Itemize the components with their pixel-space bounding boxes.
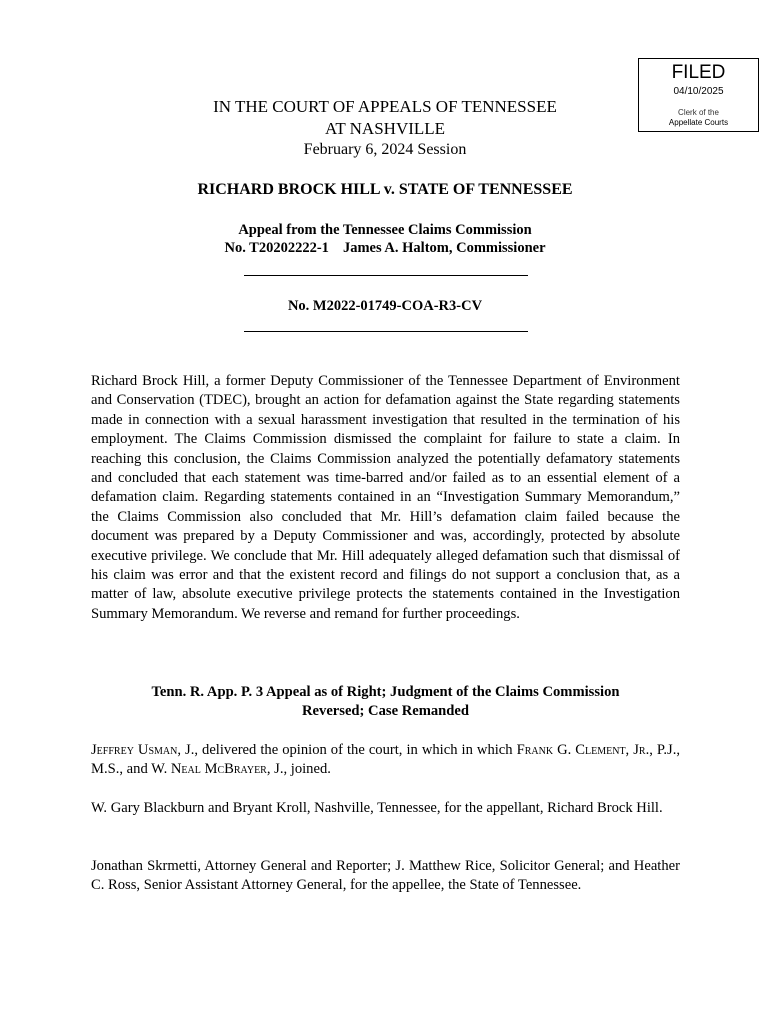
divider (244, 275, 528, 276)
filed-label: FILED (671, 62, 726, 83)
appellant-counsel: W. Gary Blackburn and Bryant Kroll, Nashville, Tennessee, for the appellant, Richard Brock Hill. (91, 800, 663, 816)
judge-name: Neal McBrayer (170, 761, 267, 778)
appellee-counsel: Jonathan Skrmetti, Attorney General and Reporter; J. Matthew Rice, Solicitor General; and Heather C. Ross, Senior Assistant Attorney General, for the appellee, the State of Tennessee. (91, 858, 680, 894)
clerk-courts-line: Appellate Courts (668, 118, 729, 127)
judge-name: Frank G. Clement, Jr. (516, 742, 650, 758)
clerk-line: Clerk of the (678, 108, 719, 117)
opinion-text: , J., delivered the opinion of the court, in which in which (177, 742, 517, 758)
holding-line: Reversed; Case Remanded (302, 703, 469, 720)
filed-date: 04/10/2025 (673, 86, 724, 97)
author-name: Jeffrey Usman (91, 742, 178, 758)
opinion-authorship (91, 741, 680, 780)
court-name: IN THE COURT OF APPEALS OF TENNESSEE (213, 97, 557, 116)
opinion-text: , J., joined. (266, 761, 331, 778)
trial-court-line (0, 239, 770, 257)
holding (91, 683, 680, 722)
commissioner: James A. Haltom, Commissioner (342, 240, 546, 256)
opinion-text: , P.J., M.S., and W. (91, 742, 681, 778)
holding-line: Tenn. R. App. P. 3 Appeal as of Right; Judgment of the Claims Commission (151, 684, 620, 700)
divider (244, 331, 528, 332)
court-location: AT NASHVILLE (324, 119, 446, 138)
case-summary: Richard Brock Hill, a former Deputy Commissioner of the Tennessee Department of Environment and Conservation (TDEC), brought an action for defamation against the State regarding statements made in connection with a sexual harassment investigation that resulted in the termination of his employment. The Claims Commission dismissed the complaint for failure to state a claim. In reaching this conclusion, the Claims Commission analyzed the potentially defamatory statements and concluded that each statement was time-barred and/or failed as to an essential element of a defamation claim. Regarding statements contained in an “Investigation Summary Memorandum,” the Claims Commission also concluded that Mr. Hill’s defamation claim failed because the document was prepared by a Deputy Commissioner and was, accordingly, protected by absolute executive privilege. We conclude that Mr. Hill adequately alleged defamation such that dismissal of his claim was error and that the existent record and filings do not support a conclusion that, as a matter of law, absolute executive privilege protects the statements contained in the Investigation Summary Memorandum. We reverse and remand for further proceedings. (91, 373, 680, 622)
trial-number: No. T20202222-1 (224, 240, 329, 256)
appeal-from: Appeal from the Tennessee Claims Commission (238, 222, 532, 238)
session-date: February 6, 2024 Session (303, 141, 467, 158)
appeal-number: No. M2022-01749-COA-R3-CV (287, 298, 483, 314)
case-title: RICHARD BROCK HILL v. STATE OF TENNESSEE (197, 181, 573, 198)
